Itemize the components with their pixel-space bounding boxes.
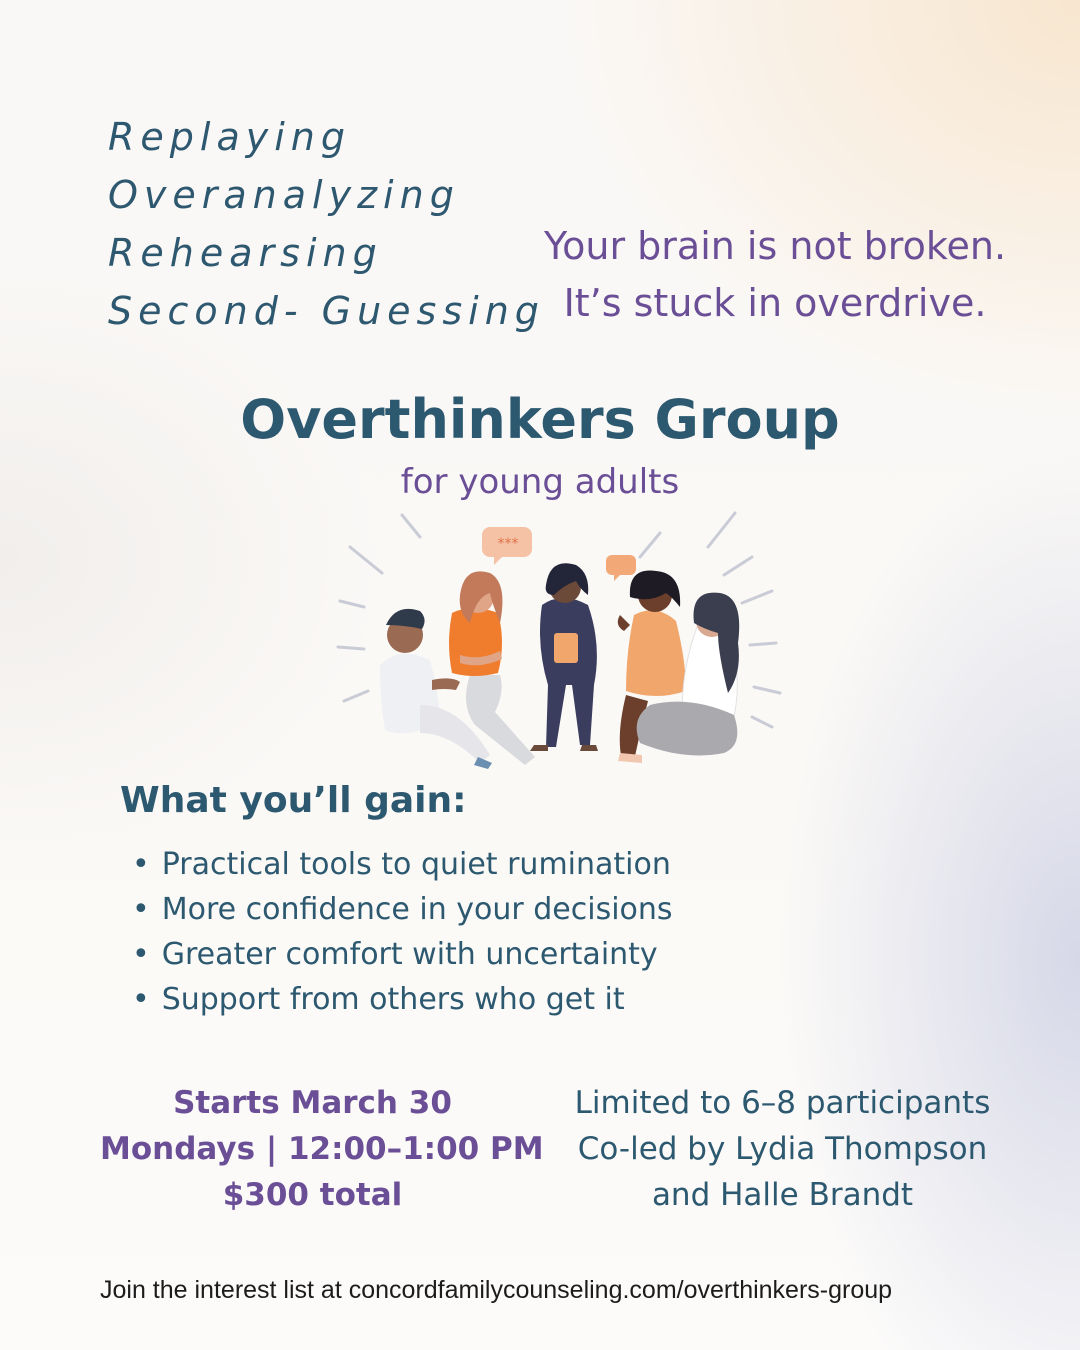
bullet-icon: • <box>132 982 150 1017</box>
list-item <box>132 842 673 887</box>
gain-item-text: Practical tools to quiet rumination <box>161 847 671 882</box>
co-leaders: Co-led by Lydia Thompson <box>577 1131 988 1167</box>
co-leaders-continued: and Halle Brandt <box>651 1177 914 1213</box>
page-subtitle: for young adults <box>400 462 680 502</box>
speech-bubble-icon <box>482 527 532 565</box>
footer-url-link[interactable]: concordfamilycounseling.com/overthinkers-group <box>348 1276 893 1304</box>
verb-overanalyzing: Overanalyzing <box>108 173 460 217</box>
gain-list <box>132 842 673 1022</box>
price: $300 total <box>222 1177 403 1213</box>
list-item <box>132 887 673 932</box>
list-item <box>132 977 673 1022</box>
verb-list <box>108 108 545 340</box>
meeting-time: Mondays | 12:00–1:00 PM <box>100 1131 544 1167</box>
details-block <box>540 1080 1025 1218</box>
speech-bubble-small-icon <box>606 555 636 581</box>
verb-rehearsing: Rehearsing <box>108 231 383 275</box>
gain-heading: What you’ll gain: <box>120 780 467 821</box>
bullet-icon: • <box>132 892 150 927</box>
footer-prefix: Join the interest list at <box>100 1276 349 1304</box>
tagline-line-2: It’s stuck in overdrive. <box>563 281 987 325</box>
gain-item-text: Support from others who get it <box>161 982 625 1017</box>
bullet-icon: • <box>132 937 150 972</box>
page-title: Overthinkers Group <box>240 388 840 451</box>
list-item <box>132 932 673 977</box>
start-date: Starts March 30 <box>173 1085 452 1121</box>
gain-item-text: Greater comfort with uncertainty <box>161 937 658 972</box>
tagline <box>520 218 1030 332</box>
group-conversation-illustration <box>320 505 790 790</box>
footer <box>100 1276 892 1305</box>
verb-replaying: Replaying <box>108 115 351 159</box>
person-3-icon <box>530 563 598 751</box>
participant-limit: Limited to 6–8 participants <box>574 1085 991 1121</box>
gain-item-text: More confidence in your decisions <box>161 892 673 927</box>
tagline-line-1: Your brain is not broken. <box>543 224 1007 268</box>
verb-second-guessing: Second- Guessing <box>108 289 545 333</box>
bullet-icon: • <box>132 847 150 882</box>
schedule-block <box>100 1080 544 1218</box>
speech-bubble-text: *** <box>497 536 519 552</box>
